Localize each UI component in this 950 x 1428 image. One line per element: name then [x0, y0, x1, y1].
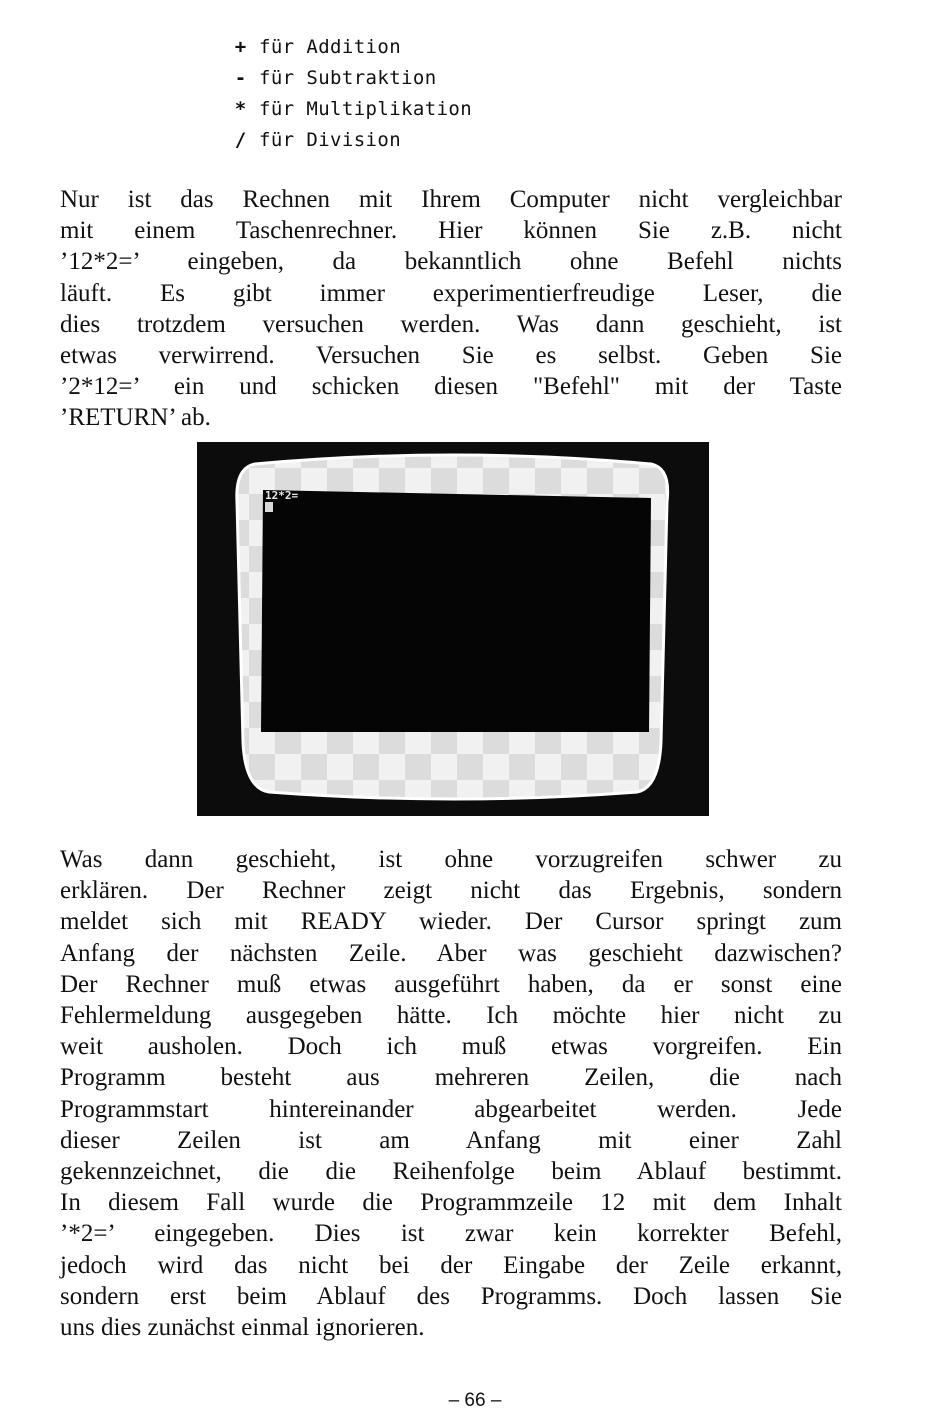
operator-description: für Subtraktion [259, 67, 437, 89]
text-line: meldet sich mit READY wieder. Der Cursor springt zum [60, 908, 842, 936]
operator-item-addition [222, 32, 622, 63]
operator-description: für Addition [259, 36, 402, 58]
operator-item-division [222, 125, 622, 156]
text-line: jedoch wird das nicht bei der Eingabe der Zeile erkannt, [60, 1251, 842, 1279]
text-line: ’RETURN’ ab. [60, 404, 211, 432]
text-line: gekennzeichnet, die die Reihenfolge beim Ablauf bestimmt. [60, 1158, 842, 1186]
text-line: weit ausholen. Doch ich muß etwas vorgreifen. Ein [60, 1033, 842, 1061]
monitor-photo [197, 442, 709, 816]
text-line: ’2*12=’ ein und schicken diesen "Befehl" mit der Taste [60, 373, 842, 401]
screen-display [261, 490, 651, 732]
operator-item-subtraction [222, 63, 622, 94]
screen-input-line: 12*2= [265, 489, 299, 502]
paragraph-explanation [60, 844, 842, 1343]
text-line: etwas verwirrend. Versuchen Sie es selbst. Geben Sie [60, 342, 842, 370]
text-line: uns dies zunächst einmal ignorieren. [60, 1314, 425, 1342]
text-line: Programm besteht aus mehreren Zeilen, die nach [60, 1064, 842, 1092]
text-line: Nur ist das Rechnen mit Ihrem Computer nicht vergleichbar [60, 186, 842, 213]
text-line: Was dann geschieht, ist ohne vorzugreifen schwer zu [60, 846, 842, 873]
monitor-screen-illustration [197, 442, 709, 816]
text-line: Der Rechner muß etwas ausgeführt haben, da er sonst eine [60, 970, 842, 998]
text-line: Fehlermeldung ausgegeben hätte. Ich möchte hier nicht zu [60, 1002, 842, 1030]
operator-symbol: - [234, 67, 247, 89]
text-line: erklären. Der Rechner zeigt nicht das Ergebnis, sondern [60, 877, 842, 905]
paragraph-intro [60, 184, 842, 434]
text-line: dieser Zeilen ist am Anfang mit einer Zahl [60, 1126, 842, 1154]
page-number: – 66 – [448, 1390, 502, 1411]
cursor-block [265, 502, 273, 512]
operator-description: für Division [259, 129, 402, 151]
text-line: Anfang der nächsten Zeile. Aber was geschieht dazwischen? [60, 939, 842, 967]
operator-symbol: / [234, 129, 247, 151]
text-line: In diesem Fall wurde die Programmzeile 12 mit dem Inhalt [60, 1189, 842, 1217]
operator-list [222, 32, 622, 156]
text-line: Programmstart hintereinander abgearbeitet werden. Jede [60, 1095, 842, 1123]
text-line: sondern erst beim Ablauf des Programms. Doch lassen Sie [60, 1282, 842, 1310]
text-line: ’*2=’ eingegeben. Dies ist zwar kein korrekter Befehl, [60, 1220, 842, 1248]
text-line: dies trotzdem versuchen werden. Was dann geschieht, ist [60, 310, 842, 338]
operator-description: für Multiplikation [259, 98, 473, 120]
operator-symbol: + [234, 36, 247, 58]
operator-item-multiplication [222, 94, 622, 125]
text-line: ’12*2=’ eingeben, da bekanntlich ohne Befehl nichts [60, 248, 842, 276]
operator-symbol: * [234, 98, 247, 120]
text-line: läuft. Es gibt immer experimentierfreudige Leser, die [60, 279, 842, 307]
text-line: mit einem Taschenrechner. Hier können Sie z.B. nicht [60, 217, 842, 245]
